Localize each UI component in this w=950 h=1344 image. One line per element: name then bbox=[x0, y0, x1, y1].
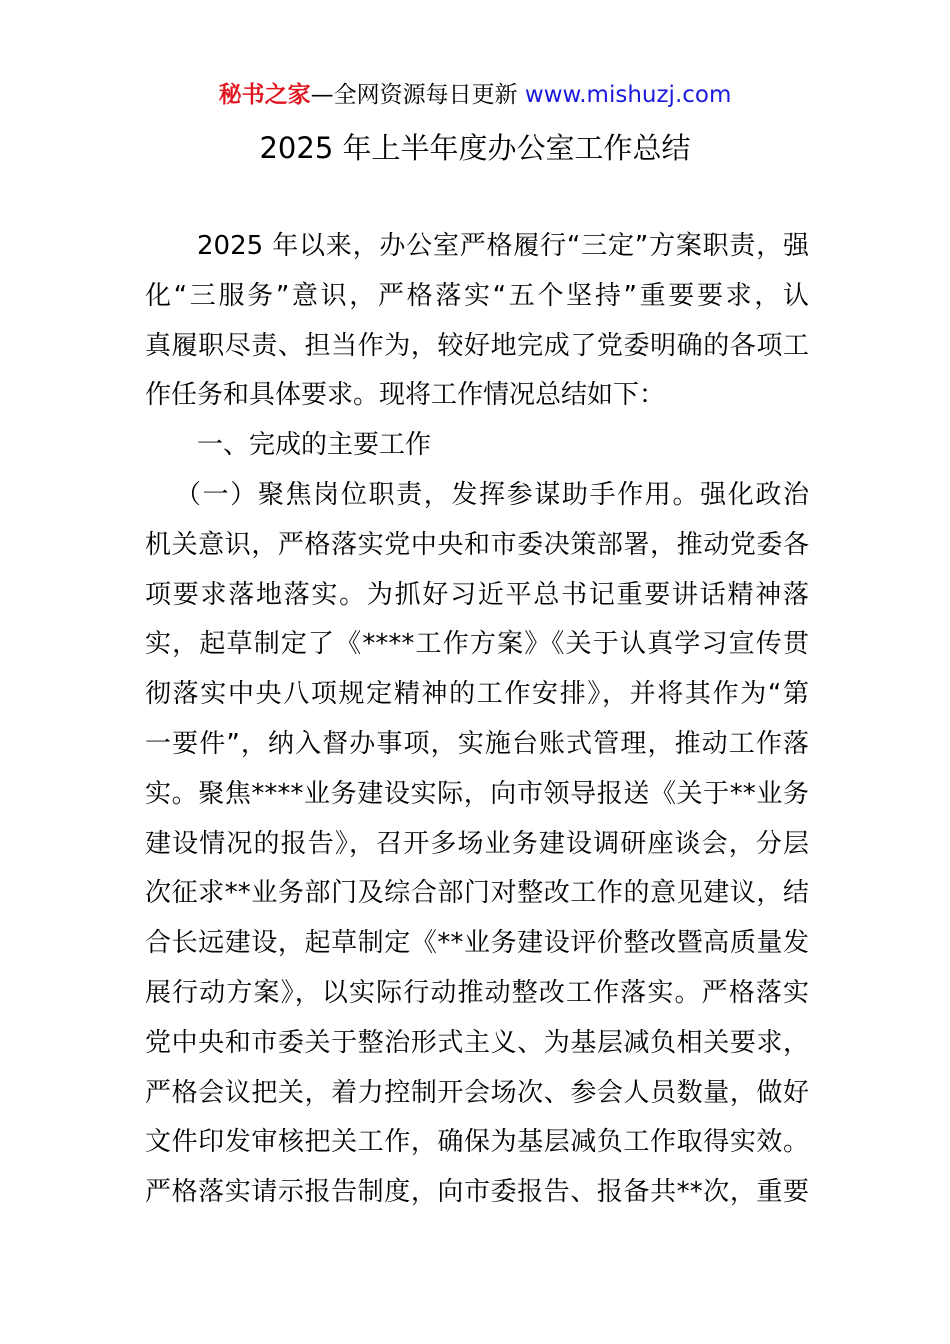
paragraph-line: 一要件”，纳入督办事项，实施台账式管理，推动工作落 bbox=[145, 728, 809, 759]
paragraph-line: 文件印发审核把关工作，确保为基层减负工作取得实效。 bbox=[145, 1127, 809, 1158]
paragraph-line: 实。聚焦****业务建设实际，向市领导报送《关于**业务 bbox=[145, 778, 809, 809]
section-heading: 一、完成的主要工作 bbox=[197, 430, 432, 461]
paragraph-line: 实，起草制定了《****工作方案》《关于认真学习宣传贯 bbox=[145, 629, 809, 660]
paragraph-line: （一）聚焦岗位职责，发挥参谋助手作用。强化政治 bbox=[175, 479, 809, 510]
paragraph-line: 严格落实请示报告制度，向市委报告、报备共**次，重要 bbox=[145, 1177, 809, 1208]
paragraph-line: 建设情况的报告》，召开多场业务建设调研座谈会，分层 bbox=[145, 828, 809, 859]
paragraph-line: 次征求**业务部门及综合部门对整改工作的意见建议，结 bbox=[145, 878, 809, 909]
site-slogan: —全网资源每日更新 bbox=[310, 82, 518, 108]
paragraph-line: 彻落实中央八项规定精神的工作安排》，并将其作为“第 bbox=[145, 679, 809, 710]
document-body bbox=[145, 222, 809, 1218]
paragraph-line: 党中央和市委关于整治形式主义、为基层减负相关要求， bbox=[145, 1027, 809, 1058]
paragraph-line: 真履职尽责、担当作为，较好地完成了党委明确的各项工 bbox=[145, 330, 809, 361]
paragraph-line: 2025 年以来，办公室严格履行“三定”方案职责，强 bbox=[197, 231, 809, 261]
site-name: 秘书之家 bbox=[218, 82, 311, 108]
paragraph-line: 机关意识，严格落实党中央和市委决策部署，推动党委各 bbox=[145, 529, 809, 560]
paragraph-line: 严格会议把关，着力控制开会场次、参会人员数量，做好 bbox=[145, 1077, 809, 1108]
site-url-link[interactable]: www.mishuzj.com bbox=[524, 82, 732, 108]
paragraph-line: 合长远建设，起草制定《**业务建设评价整改暨高质量发 bbox=[145, 928, 809, 959]
document-title: 2025 年上半年度办公室工作总结 bbox=[259, 131, 691, 165]
site-header bbox=[0, 78, 950, 112]
paragraph-line: 化“三服务”意识，严格落实“五个坚持”重要要求，认 bbox=[145, 280, 809, 311]
paragraph-line: 作任务和具体要求。现将工作情况总结如下： bbox=[145, 380, 666, 411]
paragraph-line: 项要求落地落实。为抓好习近平总书记重要讲话精神落 bbox=[145, 579, 809, 610]
paragraph-line: 展行动方案》，以实际行动推动整改工作落实。严格落实 bbox=[145, 977, 809, 1008]
